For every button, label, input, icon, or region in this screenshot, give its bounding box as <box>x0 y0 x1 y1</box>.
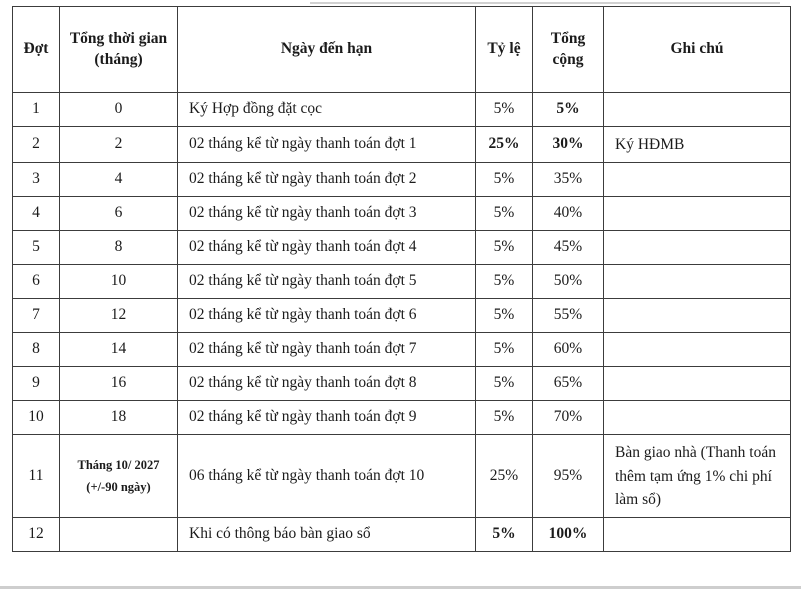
cell-dot: 4 <box>13 197 60 231</box>
cell-time: 12 <box>60 299 178 333</box>
cell-total: 45% <box>533 231 604 265</box>
cell-due-date: 02 tháng kể từ ngày thanh toán đợt 9 <box>178 401 476 435</box>
cell-note: Bàn giao nhà (Thanh toán thêm tạm ứng 1% chi phí làm sổ) <box>604 435 791 518</box>
cell-rate: 5% <box>476 299 533 333</box>
header-dot: Đợt <box>13 7 60 93</box>
table-row <box>13 435 791 518</box>
scan-artifact-bottom <box>0 586 801 589</box>
cell-rate: 5% <box>476 163 533 197</box>
cell-time <box>60 435 178 518</box>
cell-time: 16 <box>60 367 178 401</box>
table-header-row <box>13 7 791 93</box>
cell-due-date: 02 tháng kể từ ngày thanh toán đợt 5 <box>178 265 476 299</box>
cell-due-date: 02 tháng kể từ ngày thanh toán đợt 1 <box>178 127 476 163</box>
cell-dot: 6 <box>13 265 60 299</box>
cell-rate: 5% <box>476 333 533 367</box>
cell-dot: 1 <box>13 93 60 127</box>
table-row <box>13 231 791 265</box>
cell-total: 40% <box>533 197 604 231</box>
cell-total: 30% <box>533 127 604 163</box>
cell-time: 2 <box>60 127 178 163</box>
cell-rate: 5% <box>476 197 533 231</box>
scan-artifact-top <box>310 2 780 4</box>
cell-note <box>604 299 791 333</box>
cell-rate: 25% <box>476 435 533 518</box>
cell-note <box>604 518 791 552</box>
cell-note <box>604 367 791 401</box>
cell-time <box>60 518 178 552</box>
cell-rate: 5% <box>476 367 533 401</box>
cell-note: Ký HĐMB <box>604 127 791 163</box>
cell-due-date: 02 tháng kể từ ngày thanh toán đợt 6 <box>178 299 476 333</box>
cell-rate: 5% <box>476 265 533 299</box>
cell-time: 14 <box>60 333 178 367</box>
cell-time: 8 <box>60 231 178 265</box>
cell-note <box>604 93 791 127</box>
cell-due-date: Khi có thông báo bàn giao sổ <box>178 518 476 552</box>
cell-due-date: 02 tháng kể từ ngày thanh toán đợt 8 <box>178 367 476 401</box>
cell-note <box>604 265 791 299</box>
cell-dot: 3 <box>13 163 60 197</box>
cell-rate: 5% <box>476 93 533 127</box>
cell-time: 18 <box>60 401 178 435</box>
cell-rate: 5% <box>476 518 533 552</box>
header-note: Ghi chú <box>604 7 791 93</box>
cell-dot: 2 <box>13 127 60 163</box>
cell-dot: 10 <box>13 401 60 435</box>
cell-total: 100% <box>533 518 604 552</box>
cell-note <box>604 401 791 435</box>
cell-total: 65% <box>533 367 604 401</box>
cell-total: 60% <box>533 333 604 367</box>
cell-dot: 8 <box>13 333 60 367</box>
cell-due-date: 02 tháng kể từ ngày thanh toán đợt 2 <box>178 163 476 197</box>
cell-note <box>604 163 791 197</box>
header-due-date: Ngày đến hạn <box>178 7 476 93</box>
cell-time: 4 <box>60 163 178 197</box>
cell-time: 0 <box>60 93 178 127</box>
cell-dot: 7 <box>13 299 60 333</box>
cell-rate: 5% <box>476 401 533 435</box>
cell-dot: 12 <box>13 518 60 552</box>
table-row <box>13 333 791 367</box>
table-row <box>13 93 791 127</box>
table-row <box>13 163 791 197</box>
cell-note <box>604 197 791 231</box>
cell-total: 95% <box>533 435 604 518</box>
cell-dot: 5 <box>13 231 60 265</box>
cell-rate: 25% <box>476 127 533 163</box>
header-rate: Tỷ lệ <box>476 7 533 93</box>
cell-total: 35% <box>533 163 604 197</box>
cell-dot: 11 <box>13 435 60 518</box>
cell-due-date: 06 tháng kể từ ngày thanh toán đợt 10 <box>178 435 476 518</box>
cell-due-date: 02 tháng kể từ ngày thanh toán đợt 3 <box>178 197 476 231</box>
cell-total: 50% <box>533 265 604 299</box>
table-row <box>13 367 791 401</box>
header-total: Tổng cộng <box>533 7 604 93</box>
cell-note <box>604 333 791 367</box>
cell-rate: 5% <box>476 231 533 265</box>
cell-due-date: 02 tháng kể từ ngày thanh toán đợt 4 <box>178 231 476 265</box>
cell-due-date: 02 tháng kể từ ngày thanh toán đợt 7 <box>178 333 476 367</box>
table-row <box>13 127 791 163</box>
payment-schedule-table <box>12 6 791 552</box>
cell-total: 70% <box>533 401 604 435</box>
cell-dot: 9 <box>13 367 60 401</box>
table-body <box>13 93 791 552</box>
cell-total: 55% <box>533 299 604 333</box>
table-row <box>13 299 791 333</box>
cell-due-date: Ký Hợp đồng đặt cọc <box>178 93 476 127</box>
cell-time-line: Tháng 10/ 2027 <box>77 457 160 472</box>
table-row <box>13 265 791 299</box>
table-row <box>13 518 791 552</box>
cell-note <box>604 231 791 265</box>
cell-total: 5% <box>533 93 604 127</box>
header-time: Tổng thời gian (tháng) <box>60 7 178 93</box>
cell-time-line: (+/-90 ngày) <box>86 479 151 494</box>
cell-time: 10 <box>60 265 178 299</box>
cell-time: 6 <box>60 197 178 231</box>
table-row <box>13 197 791 231</box>
table-row <box>13 401 791 435</box>
